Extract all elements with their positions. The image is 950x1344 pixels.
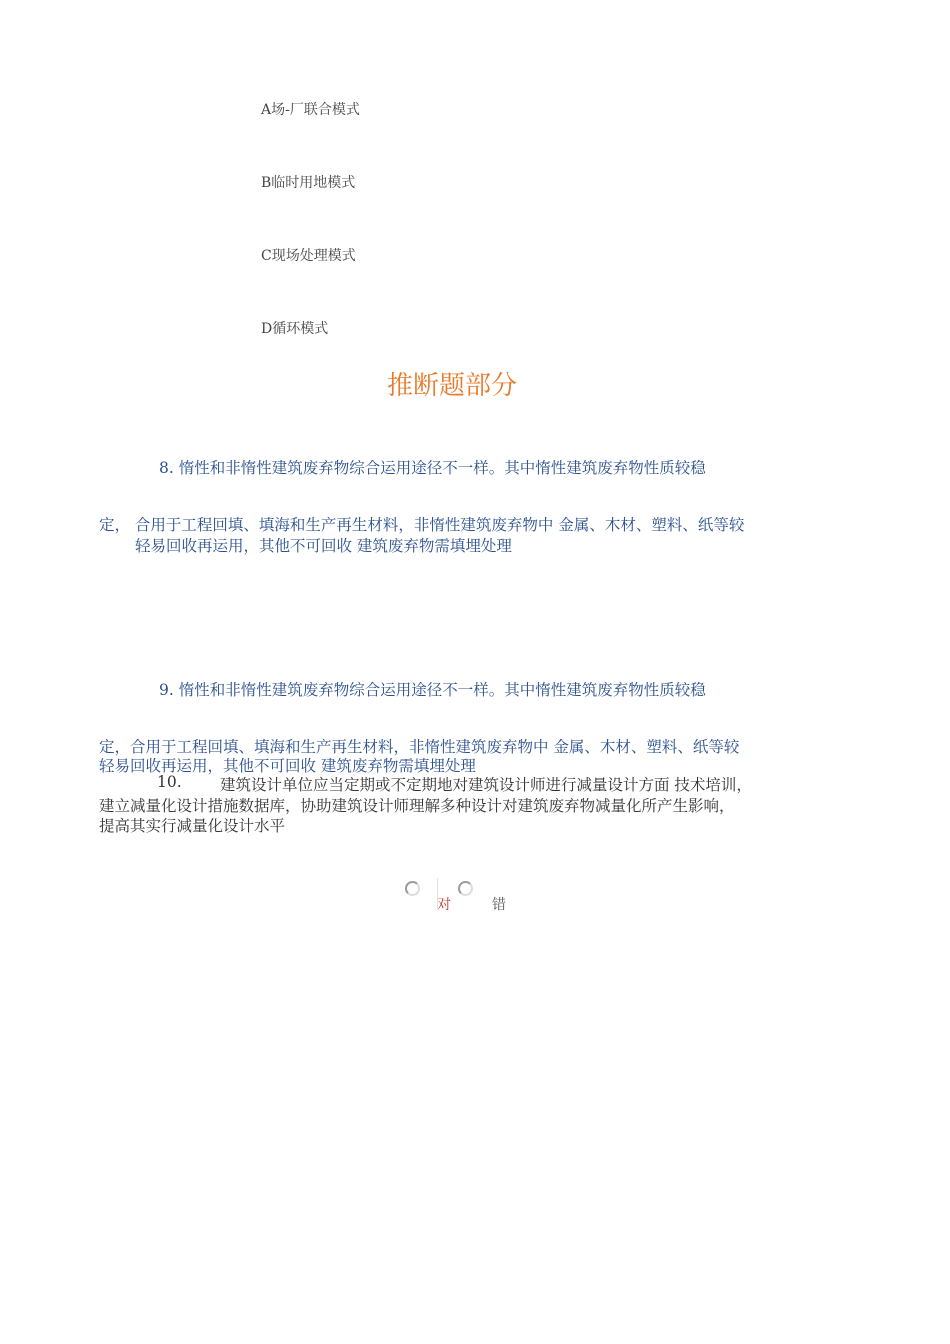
q9-line-1: 9. 惰性和非惰性建筑废弃物综合运用途径不一样。其中惰性建筑废弃物性质较稳 bbox=[159, 681, 706, 699]
q8-line-1: 8. 惰性和非惰性建筑废弃物综合运用途径不一样。其中惰性建筑废弃物性质较稳 bbox=[159, 459, 706, 477]
section-title: 推断题部分 bbox=[386, 371, 517, 401]
answer-radio-group bbox=[404, 878, 524, 918]
true-radio[interactable] bbox=[405, 881, 420, 896]
option-a: A场-厂联合模式 bbox=[261, 102, 360, 118]
q10-line-1: 建筑设计单位应当定期或不定期地对建筑设计师进行减量设计方面 技术培训， bbox=[220, 776, 752, 794]
q9-line-3: 轻易回收再运用，其他不可回收 建筑废弃物需填埋处理 bbox=[99, 757, 476, 775]
q8-line-3: 轻易回收再运用，其他不可回收 建筑废弃物需填埋处理 bbox=[135, 537, 512, 555]
q10-line-3: 提高其实行减量化设计水平 bbox=[99, 817, 286, 835]
false-radio[interactable] bbox=[458, 881, 473, 896]
option-c: C现场处理模式 bbox=[261, 248, 356, 264]
option-b: B临时用地模式 bbox=[261, 175, 356, 191]
q10-line-2: 建立减量化设计措施数据库，协助建筑设计师理解多种设计对建筑废弃物减量化所产生影响， bbox=[99, 797, 735, 815]
option-d: D循环模式 bbox=[261, 321, 329, 337]
q10-number: 10. bbox=[157, 773, 182, 791]
q9-line-2: 定，合用于工程回填、填海和生产再生材料，非惰性建筑废弃物中 金属、木材、塑料、纸等较 bbox=[99, 738, 740, 756]
q8-line-2: 定， 合用于工程回填、填海和生产再生材料，非惰性建筑废弃物中 金属、木材、塑料、纸等较 bbox=[99, 516, 745, 534]
true-label[interactable]: 对 bbox=[437, 897, 451, 913]
false-label[interactable]: 错 bbox=[492, 897, 506, 913]
